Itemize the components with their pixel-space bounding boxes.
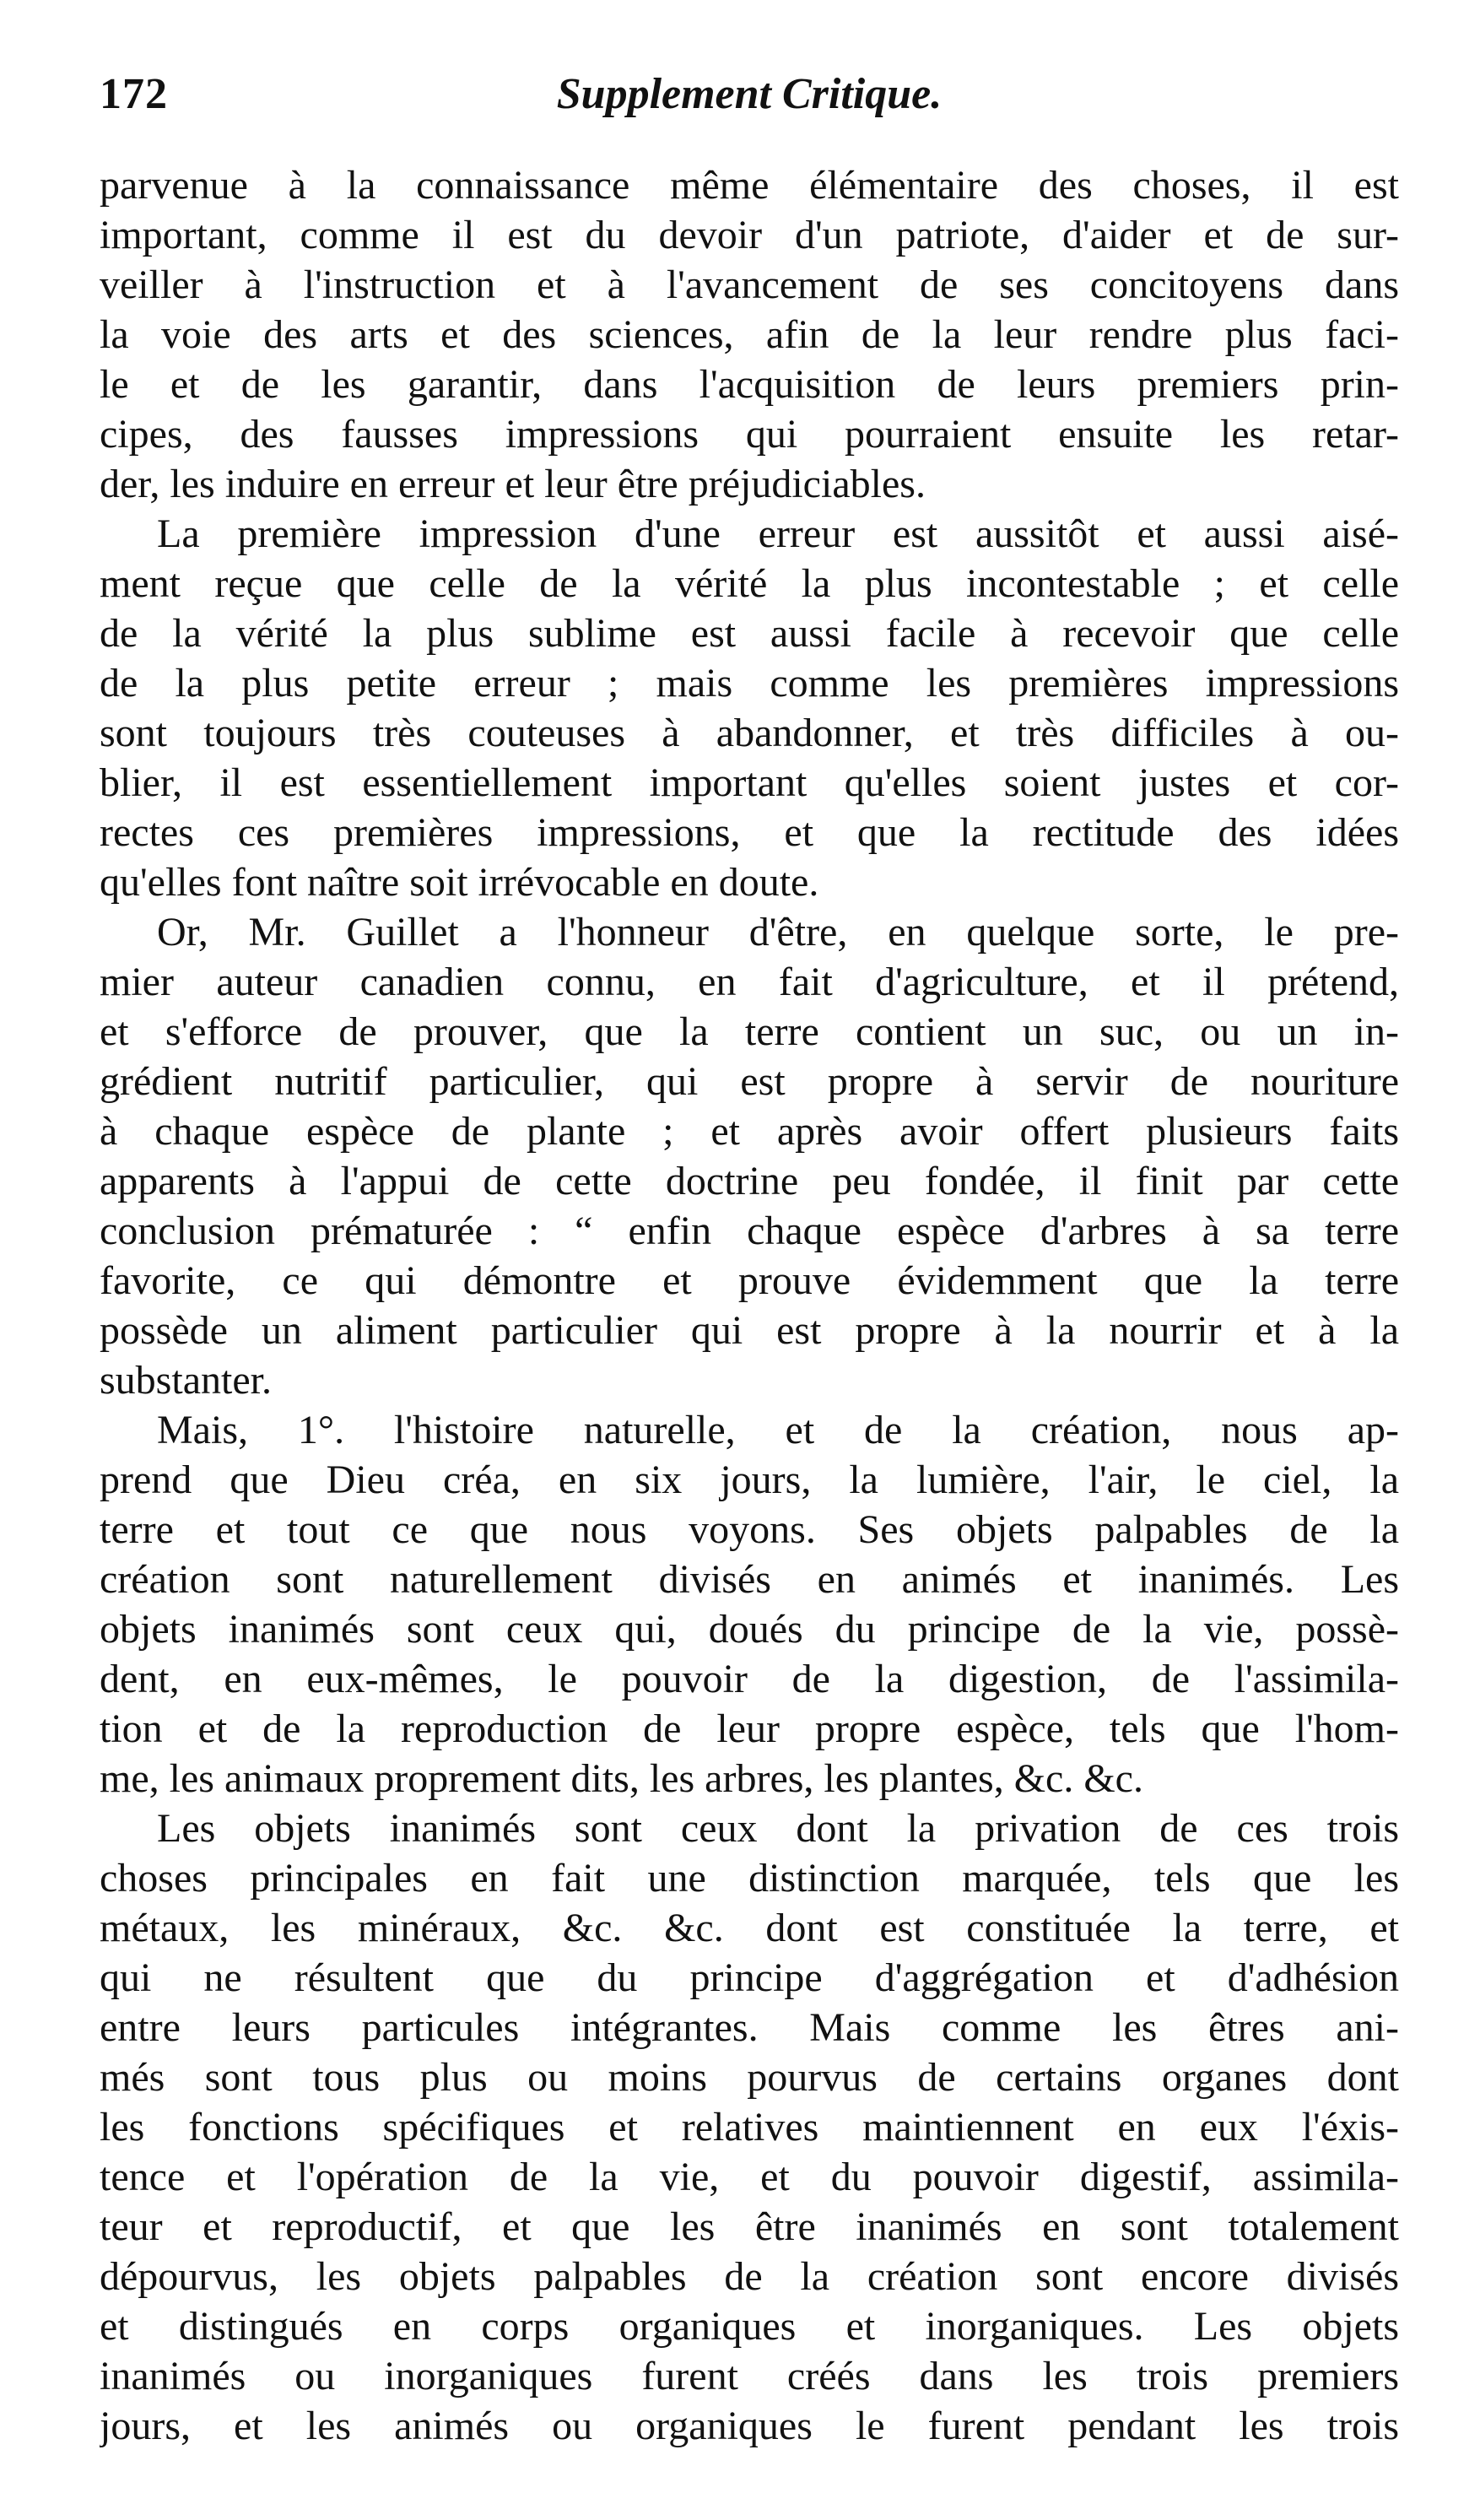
text-line: me, les animaux proprement dits, les arbres, les plantes, &c. &c.: [100, 1756, 1143, 1801]
text-line: tence et l'opération de la vie, et du pouvoir digestif, assimila-: [100, 2155, 1399, 2199]
text-line: favorite, ce qui démontre et prouve évidemment que la terre: [100, 1258, 1399, 1303]
text-line: les fonctions spécifiques et relatives maintiennent en eux l'éxis-: [100, 2105, 1399, 2150]
text-line: parvenue à la connaissance même élémentaire des choses, il est: [100, 163, 1399, 208]
text-line: à chaque espèce de plante ; et après avoir offert plusieurs faits: [100, 1109, 1399, 1154]
text-line: La première impression d'une erreur est aussitôt et aussi aisé-: [157, 511, 1399, 556]
text-line: Les objets inanimés sont ceux dont la privation de ces trois: [157, 1806, 1399, 1851]
text-line: création sont naturellement divisés en animés et inanimés. Les: [100, 1557, 1399, 1602]
text-line: dent, en eux-mêmes, le pouvoir de la digestion, de l'assimila-: [100, 1657, 1399, 1701]
text-line: teur et reproductif, et que les être inanimés en sont totalement: [100, 2204, 1399, 2249]
text-line: conclusion prématurée : “ enfin chaque espèce d'arbres à sa terre: [100, 1209, 1399, 1253]
text-line: jours, et les animés ou organiques le furent pendant les trois: [100, 2404, 1399, 2448]
text-line: choses principales en fait une distinction marquée, tels que les: [100, 1856, 1399, 1901]
text-line: rectes ces premières impressions, et que la rectitude des idées: [100, 810, 1399, 855]
text-line: et distingués en corps organiques et inorganiques. Les objets: [100, 2304, 1399, 2349]
text-line: grédient nutritif particulier, qui est propre à servir de nouriture: [100, 1059, 1399, 1104]
text-line: qui ne résultent que du principe d'aggrégation et d'adhésion: [100, 1955, 1399, 2000]
text-line: substanter.: [100, 1358, 272, 1403]
text-line: més sont tous plus ou moins pourvus de certains organes dont: [100, 2055, 1399, 2100]
text-line: inanimés ou inorganiques furent créés dans les trois premiers: [100, 2354, 1399, 2398]
text-line: mier auteur canadien connu, en fait d'agriculture, et il prétend,: [100, 960, 1399, 1004]
text-line: terre et tout ce que nous voyons. Ses objets palpables de la: [100, 1507, 1399, 1552]
text-line: cipes, des fausses impressions qui pourraient ensuite les retar-: [100, 412, 1399, 457]
text-line: de la plus petite erreur ; mais comme les premières impressions: [100, 661, 1399, 706]
running-title: Supplement Critique.: [556, 70, 943, 118]
text-line: et s'efforce de prouver, que la terre contient un suc, ou un in-: [100, 1009, 1399, 1054]
text-line: tion et de la reproduction de leur propre espèce, tels que l'hom-: [100, 1706, 1399, 1751]
page-header: [100, 69, 1399, 128]
text-line: der, les induire en erreur et leur être préjudiciables.: [100, 462, 926, 506]
text-line: Or, Mr. Guillet a l'honneur d'être, en quelque sorte, le pre-: [157, 910, 1399, 954]
text-line: métaux, les minéraux, &c. &c. dont est constituée la terre, et: [100, 1906, 1399, 1950]
text-line: ment reçue que celle de la vérité la plus incontestable ; et celle: [100, 561, 1399, 606]
text-line: de la vérité la plus sublime est aussi facile à recevoir que celle: [100, 611, 1399, 656]
text-line: prend que Dieu créa, en six jours, la lumière, l'air, le ciel, la: [100, 1457, 1399, 1502]
text-line: apparents à l'appui de cette doctrine peu fondée, il finit par cette: [100, 1159, 1399, 1203]
text-line: Mais, 1°. l'histoire naturelle, et de la création, nous ap-: [157, 1408, 1399, 1452]
text-line: objets inanimés sont ceux qui, doués du principe de la vie, possè-: [100, 1607, 1399, 1652]
text-line: dépourvus, les objets palpables de la création sont encore divisés: [100, 2254, 1399, 2299]
text-line: veiller à l'instruction et à l'avancement de ses concitoyens dans: [100, 262, 1399, 307]
text-line: qu'elles font naître soit irrévocable en doute.: [100, 860, 819, 905]
text-line: sont toujours très couteuses à abandonner, et très difficiles à ou-: [100, 711, 1399, 755]
text-line: le et de les garantir, dans l'acquisition de leurs premiers prin-: [100, 362, 1399, 407]
body-text: [100, 160, 1399, 2451]
text-line: entre leurs particules intégrantes. Mais comme les êtres ani-: [100, 2005, 1399, 2050]
text-line: possède un aliment particulier qui est propre à la nourrir et à la: [100, 1308, 1399, 1353]
text-line: important, comme il est du devoir d'un patriote, d'aider et de sur-: [100, 213, 1399, 257]
page-number: 172: [100, 70, 168, 118]
text-line: blier, il est essentiellement important qu'elles soient justes et cor-: [100, 760, 1399, 805]
text-line: la voie des arts et des sciences, afin de la leur rendre plus faci-: [100, 312, 1399, 357]
